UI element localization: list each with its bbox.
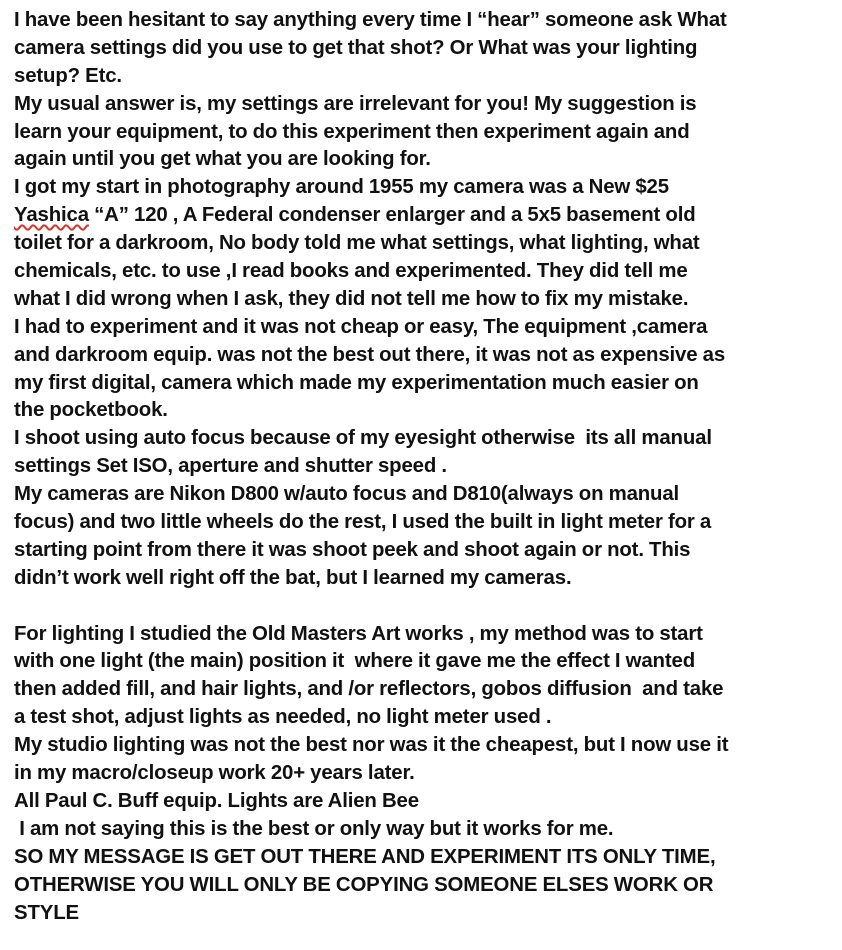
text-line-5: learn your equipment, to do this experiment then experiment again and bbox=[14, 120, 690, 143]
text-line-21: didn’t work well right off the bat, but I learned my cameras. bbox=[14, 566, 572, 589]
text-line-16: I shoot using auto focus because of my eyesight otherwise its all manual bbox=[14, 427, 712, 450]
text-line-15: the pocketbook. bbox=[14, 399, 168, 422]
text-line-2: camera settings did you use to get that shot? Or What was your lighting bbox=[14, 36, 698, 59]
text-line-12: I had to experiment and it was not cheap or easy, The equipment ,camera bbox=[14, 315, 708, 338]
text-line-23: For lighting I studied the Old Masters Art works , my method was to start bbox=[14, 622, 703, 645]
text-line-26: a test shot, adjust lights as needed, no light meter used . bbox=[14, 706, 552, 729]
text-line-3: setup? Etc. bbox=[14, 64, 122, 87]
text-line-1: I have been hesitant to say anything every time I “hear” someone ask What bbox=[14, 9, 727, 31]
text-line-9: toilet for a darkroom, No body told me what settings, what lighting, what bbox=[14, 232, 700, 255]
text-line-7: I got my start in photography around 1955 my camera was a New $25 bbox=[14, 176, 669, 199]
text-line-31: SO MY MESSAGE IS GET OUT THERE AND EXPERIMENT ITS ONLY TIME, bbox=[14, 845, 716, 868]
misspelled-word[interactable]: Yashica bbox=[14, 204, 89, 227]
text-line-33: STYLE bbox=[14, 901, 79, 924]
text-line-14: my first digital, camera which made my experimentation much easier on bbox=[14, 371, 699, 394]
text-line-19: focus) and two little wheels do the rest, I used the built in light meter for a bbox=[14, 511, 712, 534]
text-line-29: All Paul C. Buff equip. Lights are Alien Bee bbox=[14, 789, 419, 812]
text-line-4: My usual answer is, my settings are irrelevant for you! My suggestion is bbox=[14, 92, 697, 115]
text-line-27: My studio lighting was not the best nor was it the cheapest, but I now use it bbox=[14, 734, 729, 757]
text-line-30: I am not saying this is the best or only way but it works for me. bbox=[14, 817, 614, 840]
text-line-8 bbox=[14, 202, 840, 230]
blank-line bbox=[14, 593, 840, 621]
text-line-20: starting point from there it was shoot peek and shoot again or not. This bbox=[14, 538, 691, 561]
text-line-11: what I did wrong when I ask, they did not tell me how to fix my mistake. bbox=[14, 287, 689, 310]
text-line-32: OTHERWISE YOU WILL ONLY BE COPYING SOMEONE ELSES WORK OR bbox=[14, 873, 714, 896]
text-line-24: with one light (the main) position it where it gave me the effect I wanted bbox=[14, 650, 695, 673]
text-line-10: chemicals, etc. to use ,I read books and experimented. They did tell me bbox=[14, 260, 688, 283]
text-line-17: settings Set ISO, aperture and shutter speed . bbox=[14, 455, 447, 478]
text-line-18: My cameras are Nikon D800 w/auto focus and D810(always on manual bbox=[14, 483, 680, 506]
text-line-8-rest: “A” 120 , A Federal condenser enlarger and a 5x5 basement old bbox=[94, 204, 696, 227]
text-line-25: then added fill, and hair lights, and /or reflectors, gobos diffusion and take bbox=[14, 678, 724, 701]
text-line-6: again until you get what you are looking for. bbox=[14, 148, 431, 171]
text-line-13: and darkroom equip. was not the best out there, it was not as expensive as bbox=[14, 343, 726, 366]
document-text bbox=[14, 7, 840, 927]
text-line-28: in my macro/closeup work 20+ years later. bbox=[14, 762, 415, 785]
